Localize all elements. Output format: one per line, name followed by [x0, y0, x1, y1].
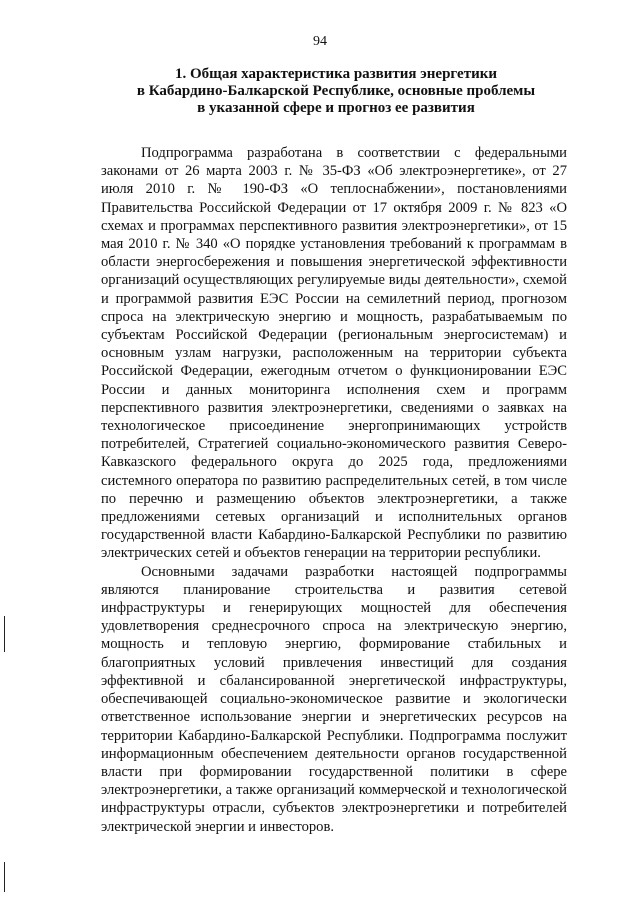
- heading-line-3: в указанной сфере и прогноз ее развития: [197, 100, 475, 116]
- heading-line-1: 1. Общая характеристика развития энергетики: [174, 66, 497, 82]
- paragraph-2: Основными задачами разработки настоящей подпрограммы являются планирование строительства и развития сетевой инфраструктуры и генерирующих мощностей для обеспечения удовлетворения среднесрочного спроса на электрическую энергию, мощность и тепловую энергию, формирование стабильных и благоприятных условий привлечения инвестиций для создания эффективной и сбалансированной энергетической инфраструктуры, обеспечивающей социально-экономическое развитие и экологически ответственное использование энергии и энергетических ресурсов на территории Кабардино-Балкарской Республики. Подпрограмма послужит информационным обеспечением деятельности органов государственной власти при формировании государственной политики в сфере электроэнергетики, а также организаций коммерческой и технологической инфраструктуры отрасли, субъектов электроэнергетики и потребителей электрической энергии и инвесторов.: [101, 563, 567, 835]
- scan-margin-mark: [4, 862, 5, 892]
- page-number: 94: [313, 34, 327, 49]
- section-heading: [96, 66, 576, 117]
- heading-line-2: в Кабардино-Балкарской Республике, основные проблемы: [136, 83, 536, 99]
- paragraph-1: Подпрограмма разработана в соответствии с федеральными законами от 26 марта 2003 г. № 35-ФЗ «Об электроэнергетике», от 27 июля 2010 г. № 190-ФЗ «О теплоснабжении», постановлениями Правительства Российской Федерации от 17 октября 2009 г. № 823 «О схемах и программах перспективного развития электроэнергетики», от 15 мая 2010 г. № 340 «О порядке установления требований к программам в области энергосбережения и повышения энергетической эффективности организаций осуществляющих регулируемые виды деятельности», схемой и программой развития ЕЭС России на семилетний период, прогнозом спроса на электрическую энергию и мощность, разрабатываемым по субъектам Российской Федерации (региональным энергосистемам) и основным узлам нагрузки, расположенным на территории субъекта Российской Федерации, ежегодным отчетом о функционировании ЕЭС России и данных мониторинга исполнения схем и программ перспективного развития электроэнергетики, сведениями о заявках на технологическое присоединение энергопринимающих устройств потребителей, Стратегией социально-экономического развития Северо-Кавказского федерального округа до 2025 года, предложениями системного оператора по развитию распределительных сетей, в том числе по перечню и размещению объектов электроэнергетики, а также предложениями сетевых организаций и исполнительных органов государственной власти Кабардино-Балкарской Республики по развитию электрических сетей и объектов генерации на территории республики.: [101, 145, 567, 562]
- scan-margin-mark: [4, 616, 5, 652]
- body-text: [101, 144, 567, 836]
